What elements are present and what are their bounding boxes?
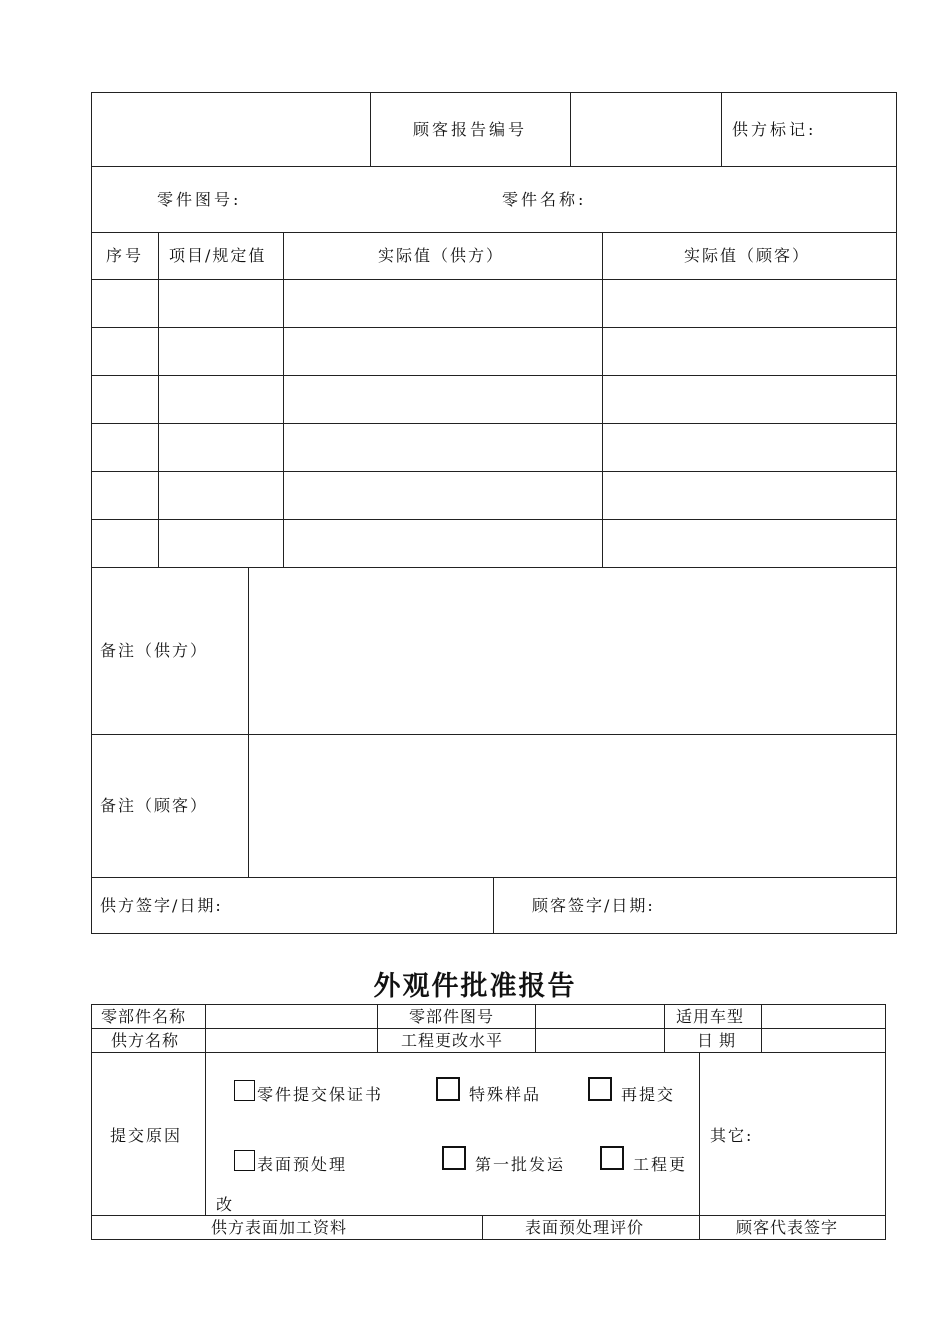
table-rule xyxy=(761,1004,762,1052)
customer-report-no-label: 顾客报告编号 xyxy=(413,120,528,139)
table-rule xyxy=(91,1215,886,1216)
reason-first-shipment-checkbox[interactable] xyxy=(442,1146,466,1170)
table-rule xyxy=(602,232,603,567)
col-header-actual-supplier: 实际值（供方） xyxy=(378,246,505,265)
reason-warrant-checkbox[interactable] xyxy=(234,1080,255,1101)
part-drawing-no-label-2: 零部件图号 xyxy=(409,1007,495,1026)
table-rule xyxy=(664,1004,665,1052)
reason-eng-change-label-wrap: 改 xyxy=(216,1195,235,1214)
col-header-item: 项目/规定值 xyxy=(169,246,267,265)
report-table xyxy=(91,92,897,934)
supplier-mark-label: 供方标记: xyxy=(732,120,817,139)
table-rule xyxy=(570,92,571,166)
other-label: 其它: xyxy=(710,1126,754,1145)
reason-warrant-label: 零件提交保证书 xyxy=(257,1085,384,1104)
customer-rep-sign-label: 顾客代表签字 xyxy=(736,1218,839,1237)
table-rule xyxy=(91,877,897,878)
table-rule xyxy=(493,877,494,934)
supplier-name-label: 供方名称 xyxy=(111,1031,180,1050)
table-rule xyxy=(91,375,897,376)
table-rule xyxy=(482,1215,483,1240)
part-name-label: 零件名称: xyxy=(502,190,587,209)
table-rule xyxy=(248,567,249,877)
reason-surface-pretreat-checkbox[interactable] xyxy=(234,1150,255,1171)
part-name-label-2: 零部件名称 xyxy=(101,1007,187,1026)
table-rule xyxy=(377,1004,378,1052)
remark-customer-label: 备注（顾客） xyxy=(100,796,209,815)
reason-special-sample-label: 特殊样品 xyxy=(469,1085,542,1104)
table-rule xyxy=(699,1052,700,1240)
table-rule xyxy=(205,1004,206,1215)
table-rule xyxy=(91,232,897,233)
table-rule xyxy=(91,279,897,280)
part-drawing-no-label: 零件图号: xyxy=(157,190,242,209)
table-rule xyxy=(91,327,897,328)
reason-eng-change-checkbox[interactable] xyxy=(600,1146,624,1170)
table-rule xyxy=(91,519,897,520)
reason-special-sample-checkbox[interactable] xyxy=(436,1077,460,1101)
table-rule xyxy=(91,1028,886,1029)
reason-surface-pretreat-label: 表面预处理 xyxy=(257,1155,348,1174)
col-header-seq: 序号 xyxy=(106,246,145,265)
table-rule xyxy=(158,232,159,567)
pretreat-eval-label: 表面预处理评价 xyxy=(525,1218,645,1237)
table-rule xyxy=(283,232,284,567)
col-header-actual-customer: 实际值（顾客） xyxy=(684,246,811,265)
report-title: 外观件批准报告 xyxy=(373,971,577,1002)
reason-first-shipment-label: 第一批发运 xyxy=(475,1155,566,1174)
reason-eng-change-label: 工程更 xyxy=(633,1155,688,1174)
supplier-sign-label: 供方签字/日期: xyxy=(100,896,223,915)
table-rule xyxy=(91,1052,886,1053)
table-rule xyxy=(535,1004,536,1052)
vehicle-model-label: 适用车型 xyxy=(676,1007,745,1026)
remark-supplier-label: 备注（供方） xyxy=(100,641,209,660)
supplier-surface-data-label: 供方表面加工资料 xyxy=(211,1218,348,1237)
table-rule xyxy=(91,567,897,568)
reason-resubmit-label: 再提交 xyxy=(621,1085,676,1104)
table-rule xyxy=(91,166,897,167)
table-rule xyxy=(721,92,722,166)
table-rule xyxy=(370,92,371,166)
customer-sign-label: 顾客签字/日期: xyxy=(532,896,655,915)
submit-reason-label: 提交原因 xyxy=(110,1126,183,1145)
table-rule xyxy=(91,471,897,472)
reason-resubmit-checkbox[interactable] xyxy=(588,1077,612,1101)
eng-change-level-label: 工程更改水平 xyxy=(401,1031,504,1050)
date-label: 日期 xyxy=(697,1031,742,1050)
table-rule xyxy=(91,734,897,735)
table-rule xyxy=(91,423,897,424)
